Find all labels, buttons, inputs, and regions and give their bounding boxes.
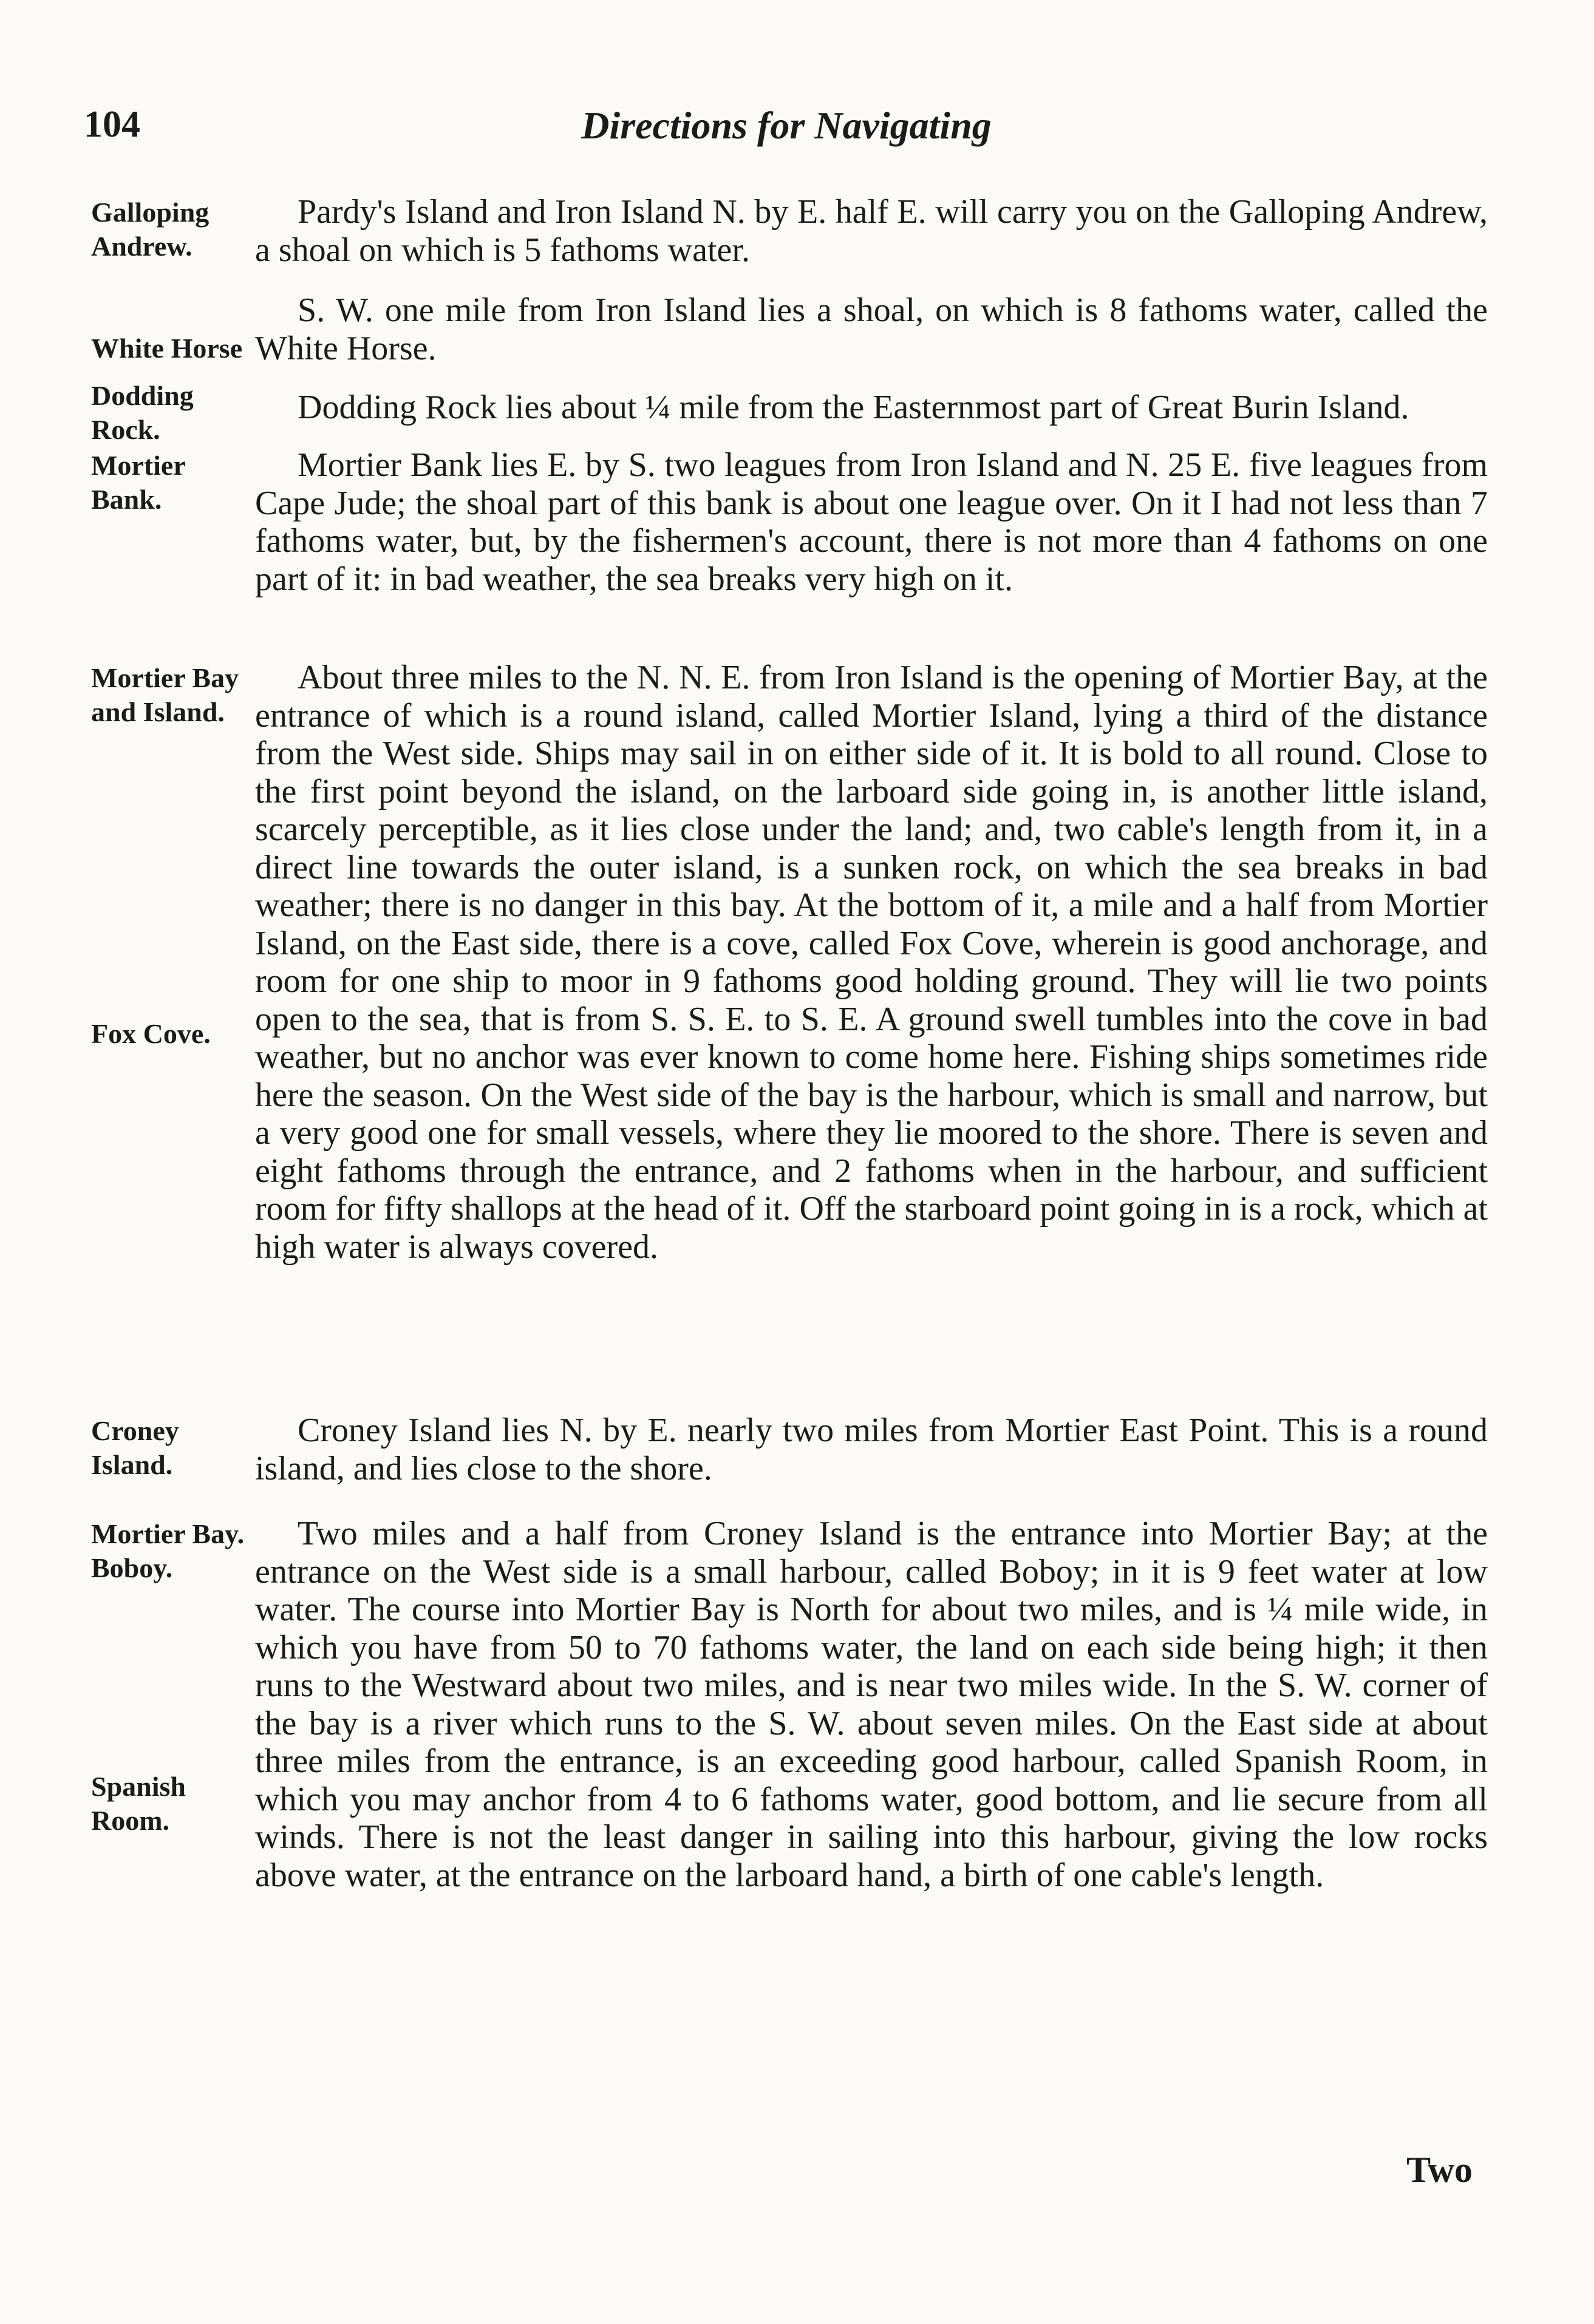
margin-line: White Horse (91, 333, 243, 364)
paragraph (255, 193, 1488, 269)
margin-line: Fox Cove. (91, 1018, 211, 1049)
margin-note (91, 1517, 255, 1585)
margin-line: Mortier (91, 450, 186, 481)
entry-mortier-bay-boboy (91, 1515, 1488, 1894)
catchword: Two (1406, 2150, 1473, 2190)
paragraph (255, 1412, 1488, 1487)
entry-galloping-andrew (91, 193, 1488, 269)
margin-line: Galloping (91, 197, 209, 228)
paragraph (255, 389, 1488, 427)
margin-line: Dodding (91, 380, 194, 411)
margin-line: Spanish (91, 1771, 186, 1802)
running-title: Directions for Navigating (581, 104, 992, 147)
paragraph (255, 1515, 1488, 1894)
margin-line: Mortier Bay. (91, 1518, 245, 1549)
paragraph-text: About three miles to the N. N. E. from Iron Island is the opening of Mortier Bay, at the entrance of which is a round island, called Mortier Island, lying a third of the distance from the West side. Ships may sail in on either side of it. It is bold to all round. Close to the first point beyond the island, on the larboard side going in, is another little island, scarcely perceptible, as it lies close under the land; and, two cable's length from it, in a direct line towards the outer island, is a sunken rock, on which the sea breaks in bad weather; there is no danger in this bay. At the bottom of it, a mile and a half from Mortier Island, on the East side, there is a cove, called Fox Cove, wherein is good anchorage, and room for one ship to moor in 9 fathoms good holding ground. They will lie two points open to the sea, that is from S. S. E. to S. E. A ground swell tumbles into the cove in bad weather, but no anchor was ever known to come home here. Fishing ships sometimes ride here the season. On the West side of the bay is the harbour, which is small and narrow, but a very good one for small vessels, where they lie moored to the shore. There is seven and eight fathoms through the entrance, and 2 fathoms when in the harbour, and sufficient room for fifty shallops at the head of it. Off the starboard point going in is a rock, which at high water is always covered. (255, 659, 1488, 1266)
paragraph-text: S. W. one mile from Iron Island lies a shoal, on which is 8 fathoms water, called the White Horse. (255, 291, 1488, 367)
paragraph-text: Two miles and a half from Croney Island is the entrance into Mortier Bay; at the entrance on the West side is a small harbour, called Boboy; in it is 9 feet water at low water. The course into Mortier Bay is North for about two miles, and is ¼ mile wide, in which you have from 50 to 70 fathoms water, the land on each side being high; it then runs to the Westward about two miles, and is near two miles wide. In the S. W. corner of the bay is a river which runs to the S. W. about seven miles. On the East side at about three miles from the entrance, is an exceeding good harbour, called Spanish Room, in which you may anchor from 4 to 6 fathoms water, good bottom, and lie secure from all winds. There is not the least danger in sailing into this harbour, giving the low rocks above water, at the entrance on the larboard hand, a birth of one cable's length. (255, 1515, 1488, 1894)
paragraph-text: Croney Island lies N. by E. nearly two miles from Mortier East Point. This is a round island, and lies close to the shore. (255, 1412, 1488, 1487)
margin-line: Room. (91, 1805, 170, 1836)
margin-note (91, 379, 255, 447)
paragraph-text: Pardy's Island and Iron Island N. by E. half E. will carry you on the Galloping Andrew, a shoal on which is 5 fathoms water. (255, 193, 1488, 269)
entry-mortier-bank (91, 446, 1488, 598)
margin-note (91, 331, 255, 365)
margin-line: Andrew. (91, 231, 192, 262)
entry-mortier-bay-island (91, 659, 1488, 1266)
entry-croney-island (91, 1412, 1488, 1487)
margin-line: Croney (91, 1415, 179, 1446)
page-header (79, 103, 1494, 164)
margin-note (91, 449, 255, 517)
paragraph (255, 659, 1488, 1266)
paragraph (255, 291, 1488, 367)
margin-line: Rock. (91, 414, 160, 445)
margin-line: Bank. (91, 484, 162, 515)
margin-line: Mortier Bay (91, 662, 239, 693)
margin-note (91, 1414, 255, 1482)
paragraph-text: Dodding Rock lies about ¼ mile from the Easternmost part of Great Burin Island. (298, 389, 1409, 426)
paragraph (255, 446, 1488, 598)
margin-note-spanish-room (91, 1770, 255, 1838)
margin-note (91, 195, 255, 263)
margin-line: Boboy. (91, 1552, 173, 1583)
margin-line: Island. (91, 1449, 173, 1480)
margin-note (91, 661, 255, 729)
page-number: 104 (84, 104, 140, 145)
entry-dodding-rock (91, 380, 1488, 445)
paragraph-text: Mortier Bank lies E. by S. two leagues from Iron Island and N. 25 E. five leagues from Cape Jude; the shoal part of this bank is about one league over. On it I had not less than 7 fathoms water, but, by the fishermen's account, there is not more than 4 fathoms on one part of it: in bad weather, the sea breaks very high on it. (255, 446, 1488, 598)
entry-white-horse (91, 291, 1488, 367)
margin-line: and Island. (91, 696, 225, 727)
margin-note-fox-cove (91, 1017, 255, 1051)
